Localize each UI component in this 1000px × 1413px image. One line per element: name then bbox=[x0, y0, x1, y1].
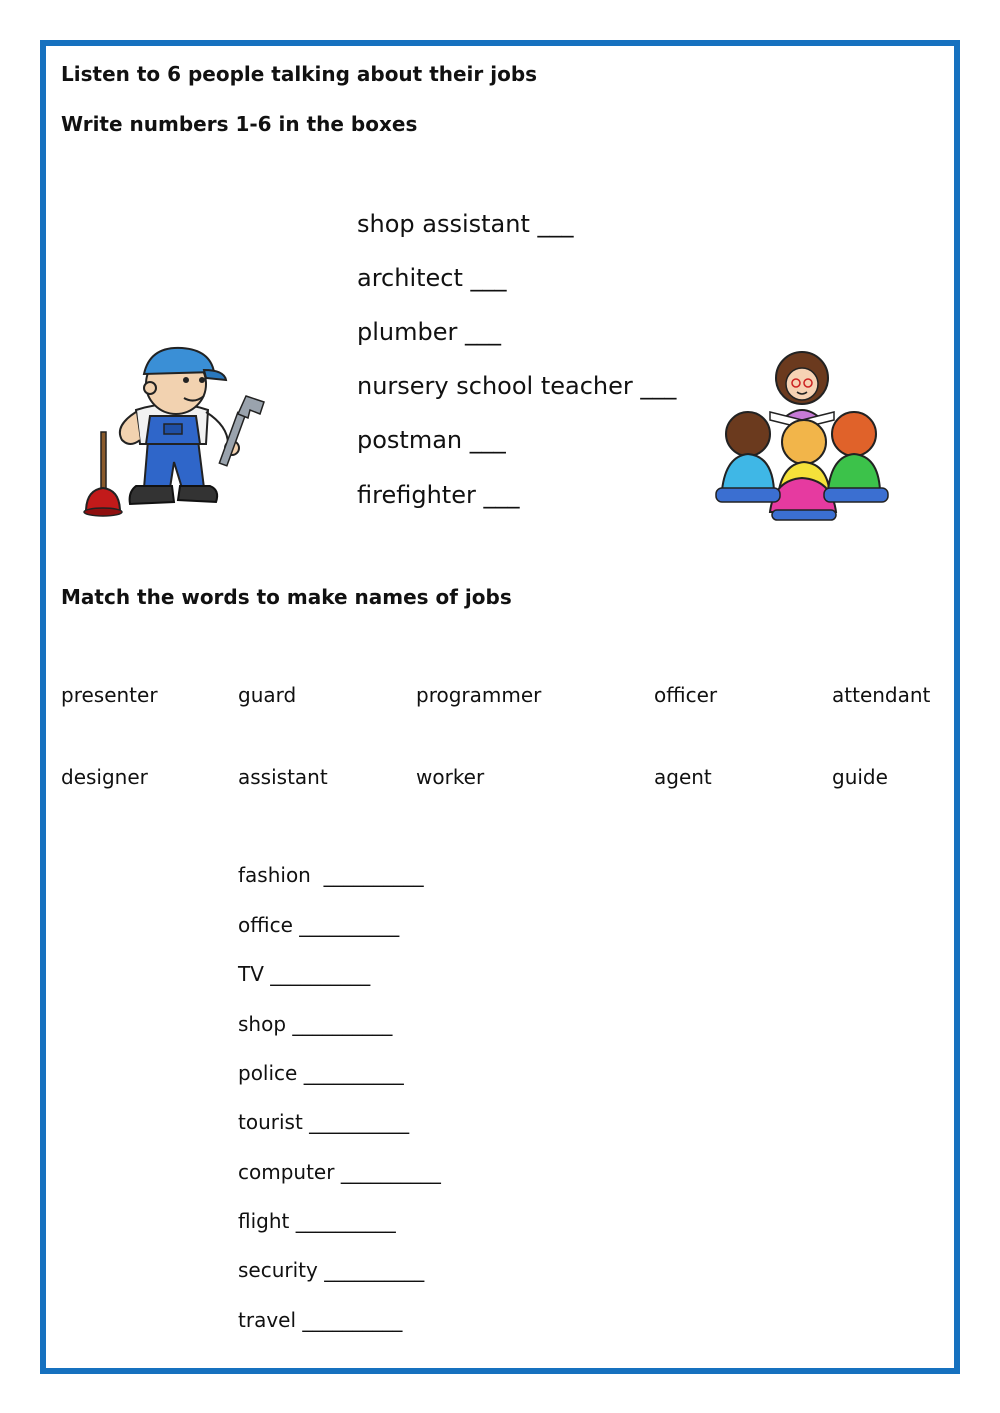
match-prompt[interactable]: office __________ bbox=[238, 913, 400, 937]
job-item: shop assistant ___ bbox=[357, 210, 574, 238]
match-prompt[interactable]: travel __________ bbox=[238, 1308, 403, 1332]
match-prompt[interactable]: fashion __________ bbox=[238, 863, 424, 887]
plumber-illustration bbox=[78, 340, 283, 520]
word-bank-item: guide bbox=[832, 765, 888, 789]
match-prompt[interactable]: tourist __________ bbox=[238, 1110, 410, 1134]
job-item: plumber ___ bbox=[357, 318, 501, 346]
job-item: postman ___ bbox=[357, 426, 506, 454]
job-item: architect ___ bbox=[357, 264, 507, 292]
job-item: nursery school teacher ___ bbox=[357, 372, 677, 400]
teacher-with-children-illustration bbox=[708, 350, 893, 522]
instruction-write-numbers: Write numbers 1-6 in the boxes bbox=[61, 112, 418, 136]
match-prompt[interactable]: flight __________ bbox=[238, 1209, 396, 1233]
instruction-listen: Listen to 6 people talking about their jobs bbox=[61, 62, 538, 86]
word-bank-item: programmer bbox=[416, 683, 542, 707]
match-prompt[interactable]: police __________ bbox=[238, 1061, 404, 1085]
page-border bbox=[40, 40, 960, 1374]
word-bank-item: guard bbox=[238, 683, 297, 707]
word-bank-item: assistant bbox=[238, 765, 328, 789]
word-bank-item: attendant bbox=[832, 683, 931, 707]
match-prompt[interactable]: computer __________ bbox=[238, 1160, 441, 1184]
match-prompt[interactable]: TV __________ bbox=[238, 962, 371, 986]
word-bank-item: worker bbox=[416, 765, 485, 789]
word-bank-item: presenter bbox=[61, 683, 158, 707]
word-bank-item: designer bbox=[61, 765, 148, 789]
job-item: firefighter ___ bbox=[357, 481, 520, 509]
word-bank-item: agent bbox=[654, 765, 712, 789]
match-prompt[interactable]: shop __________ bbox=[238, 1012, 393, 1036]
instruction-match: Match the words to make names of jobs bbox=[61, 585, 512, 609]
match-prompt[interactable]: security __________ bbox=[238, 1258, 425, 1282]
word-bank-item: officer bbox=[654, 683, 718, 707]
